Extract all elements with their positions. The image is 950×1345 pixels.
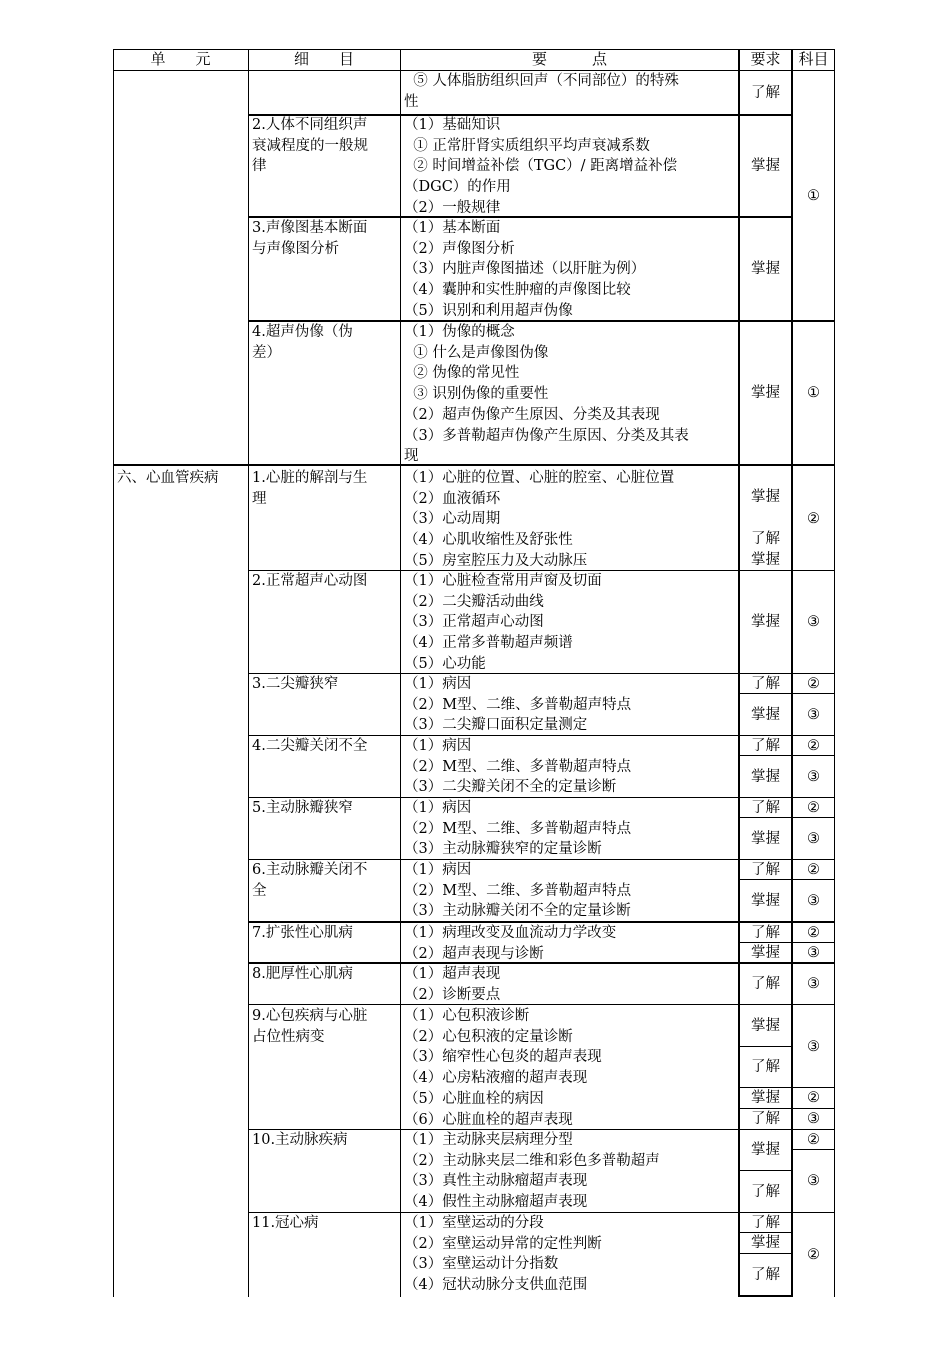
grid-line [248,1212,835,1213]
grid-line [248,962,835,964]
subject-r8-b: ③ [807,830,820,847]
req-r4-a: 掌握 [751,488,780,505]
points-r9: （1）病因 （2）M型、二维、多普勒超声特点 （3）主动脉瓣关闭不全的定量诊断 [404,862,632,920]
subject-r6-a: ② [807,675,820,692]
grid-line [739,1232,792,1233]
subject-r5: ③ [807,614,820,631]
grid-line [739,1295,792,1297]
detail-r5: 2.正常超声心动图 [252,573,368,589]
subject-r12-b: ② [807,1090,820,1107]
req-r14-c: 了解 [751,1267,780,1284]
detail-r4: 1.心脏的解剖与生 理 [252,470,368,507]
points-r12: （1）心包积液诊断 （2）心包积液的定量诊断 （3）缩窄性心包炎的超声表现 （4）心房粘液瘤的超声表现 （5）心脏血栓的病因 （6）心脏血栓的超声表现 [404,1008,602,1128]
grid-line [739,1253,792,1254]
req-r6-b: 掌握 [751,706,780,723]
subject-r7-b: ③ [807,768,820,785]
grid-line [248,320,835,322]
req-r1: 掌握 [751,157,780,174]
req-r8-b: 掌握 [751,830,780,847]
subject-r14: ② [807,1246,820,1263]
req-r12-c: 掌握 [751,1090,780,1107]
grid-line [792,1149,835,1150]
req-r8-a: 了解 [751,799,780,816]
points-r6: （1）病因 （2）M型、二维、多普勒超声特点 （3）二尖瓣口面积定量测定 [404,676,632,734]
detail-r11: 8.肥厚性心肌病 [252,966,353,982]
grid-line [739,1108,835,1109]
subject-r7-a: ② [807,737,820,754]
grid-line [739,817,835,818]
grid-line [248,921,835,923]
subject-r0-r2: ① [807,187,820,204]
grid-line [248,797,835,798]
header-subject: 科目 [798,50,829,69]
grid-line [248,859,835,860]
detail-r3: 4.超声伪像（伪 差） [252,324,353,361]
points-r11: （1）超声表现 （2）诊断要点 [404,966,501,1003]
points-r7: （1）病因 （2）M型、二维、多普勒超声特点 （3）二尖瓣关闭不全的定量诊断 [404,738,632,796]
req-r2: 掌握 [751,261,780,278]
subject-r3: ① [807,385,820,402]
subject-r13-b: ③ [807,1173,820,1190]
grid-line [248,1129,835,1130]
grid-line [739,1046,792,1047]
grid-line [248,49,249,1297]
grid-line [834,49,835,1297]
subject-r10-b: ③ [807,944,820,961]
subject-r9-a: ② [807,861,820,878]
req-r7-a: 了解 [751,737,780,754]
req-r10-b: 掌握 [751,944,780,961]
points-r4: （1）心脏的位置、心脏的腔室、心脏位置 （2）血液循环 （3）心动周期 （4）心肌收缩性及舒张性 （5）房室腔压力及大动脉压 [404,470,675,569]
subject-r12-c: ③ [807,1111,820,1128]
grid-line [248,673,835,674]
detail-r14: 11.冠心病 [252,1215,319,1231]
grid-line [248,114,792,116]
subject-r10-a: ② [807,924,820,941]
grid-line [113,49,835,50]
detail-r9: 6.主动脉瓣关闭不 全 [252,862,368,899]
grid-line [113,464,835,466]
detail-r2: 3.声像图基本断面 与声像图分析 [252,220,368,257]
grid-line [739,755,835,756]
grid-line [739,693,835,694]
grid-line [791,49,793,1297]
detail-r6: 3.二尖瓣狭窄 [252,676,339,692]
grid-line [113,49,114,1297]
detail-r1: 2.人体不同组织声 衰减程度的一般规 律 [252,117,368,175]
grid-line [739,879,835,880]
req-r12-b: 了解 [751,1059,780,1076]
header-requirement: 要求 [750,50,781,69]
points-r5: （1）心脏检查常用声窗及切面 （2）二尖瓣活动曲线 （3）正常超声心动图 （4）正常多普勒超声频谱 （5）心功能 [404,573,602,672]
grid-line [248,1004,835,1005]
grid-line [739,1087,835,1088]
req-r9-b: 掌握 [751,892,780,909]
points-r13: （1）主动脉夹层病理分型 （2）主动脉夹层二维和彩色多普勒超声 （3）真性主动脉瘤超声表现 （4）假性主动脉瘤超声表现 [404,1132,660,1211]
req-r14-a: 了解 [751,1214,780,1231]
points-r0: ⑤ 人体脂肪组织回声（不同部位）的特殊 性 [404,73,679,110]
points-r3: （1）伪像的概念 ① 什么是声像图伪像 ② 伪像的常见性 ③ 识别伪像的重要性 （2）超声伪像产生原因、分类及其表现 （3）多普勒超声伪像产生原因、分类及其表 现 [404,324,689,465]
req-r5: 掌握 [751,614,780,631]
req-r10-a: 了解 [751,924,780,941]
req-r14-b: 掌握 [751,1235,780,1252]
subject-r12-a: ③ [807,1038,820,1055]
detail-r7: 4.二尖瓣关闭不全 [252,738,368,754]
points-r14: （1）室壁运动的分段 （2）室壁运动异常的定性判断 （3）室壁运动计分指数 （4）冠状动脉分支供血范围 [404,1215,602,1294]
points-r2: （1）基本断面 （2）声像图分析 （3）内脏声像图描述（以肝脏为例） （4）囊肿和实性肿瘤的声像图比较 （5）识别和利用超声伪像 [404,220,646,319]
detail-r10: 7.扩张性心肌病 [252,925,353,941]
req-r3: 掌握 [751,385,780,402]
header-points: 要 点 [531,50,607,69]
req-r6-a: 了解 [751,675,780,692]
points-r8: （1）病因 （2）M型、二维、多普勒超声特点 （3）主动脉瓣狭窄的定量诊断 [404,800,632,858]
grid-line [400,49,401,1297]
detail-r12: 9.心包疾病与心脏 占位性病变 [252,1008,368,1045]
points-r1: （1）基础知识 ① 正常肝肾实质组织平均声衰减系数 ② 时间增益补偿（TGC）/ 距离增益补偿 （DGC）的作用 （2）一般规律 [404,117,678,216]
req-r13-a: 掌握 [751,1142,780,1159]
unit-cardiovascular: 六、心血管疾病 [117,470,219,486]
subject-r4: ② [807,511,820,528]
grid-line [739,942,835,943]
subject-r9-b: ③ [807,892,820,909]
req-r4-c: 掌握 [751,551,780,568]
grid-line [248,735,835,736]
grid-line [738,49,740,1297]
req-r11: 了解 [751,976,780,993]
req-r12-a: 掌握 [751,1018,780,1035]
grid-line [248,216,792,218]
detail-r8: 5.主动脉瓣狭窄 [252,800,353,816]
grid-line [739,1170,792,1171]
subject-r8-a: ② [807,799,820,816]
req-r13-b: 了解 [751,1183,780,1200]
req-r4-b: 了解 [751,530,780,547]
detail-r13: 10.主动脉疾病 [252,1132,348,1148]
req-r9-a: 了解 [751,861,780,878]
req-r7-b: 掌握 [751,768,780,785]
req-r0: 了解 [751,84,780,101]
req-r12-d: 了解 [751,1111,780,1128]
header-detail: 细 目 [293,50,354,69]
grid-line [248,570,835,571]
header-unit: 单 元 [150,50,211,69]
grid-line [113,70,835,71]
subject-r13-a: ② [807,1131,820,1148]
subject-r6-b: ③ [807,706,820,723]
points-r10: （1）病理改变及血流动力学改变 （2）超声表现与诊断 [404,925,617,962]
subject-r11: ③ [807,976,820,993]
exam-outline-table [113,49,835,1297]
